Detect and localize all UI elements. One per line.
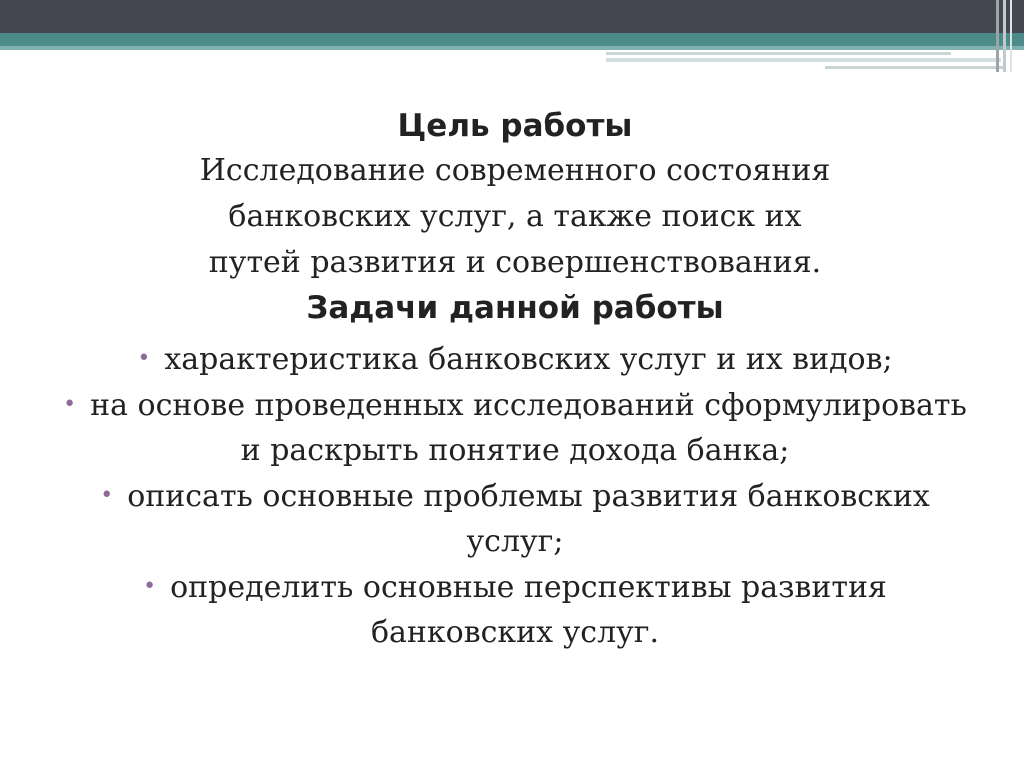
bullet-icon: • xyxy=(100,483,114,508)
goal-text: Исследование современного состояния банковских услуг, а также поиск их путей развития и совершенствования. xyxy=(199,153,831,280)
header-band-teal-light xyxy=(0,46,1024,50)
tasks-heading: Задачи данной работы xyxy=(306,290,724,326)
list-item xyxy=(60,336,970,382)
goal-heading: Цель работы xyxy=(397,108,633,144)
decorative-line xyxy=(606,58,1001,62)
decorative-vertical-line xyxy=(996,0,999,72)
decorative-line xyxy=(606,52,951,55)
list-item xyxy=(60,473,970,564)
decorative-line xyxy=(825,66,1003,69)
slide-content xyxy=(60,100,970,655)
bullet-icon: • xyxy=(143,574,157,599)
list-item xyxy=(60,382,970,473)
decorative-vertical-line xyxy=(1010,0,1012,72)
task-text: описать основные проблемы развития банковских услуг; xyxy=(127,479,930,559)
list-item xyxy=(60,564,970,655)
task-text: определить основные перспективы развития банковских услуг. xyxy=(170,570,887,650)
task-text: характеристика банковских услуг и их видов; xyxy=(164,342,893,377)
header-band-dark xyxy=(0,0,1024,33)
bullet-icon: • xyxy=(137,346,151,371)
decorative-vertical-line xyxy=(1003,0,1006,72)
task-list xyxy=(60,336,970,655)
bullet-icon: • xyxy=(63,392,77,417)
header-band-teal xyxy=(0,33,1024,46)
task-text: на основе проведенных исследований сформулировать и раскрыть понятие дохода банка; xyxy=(90,388,967,468)
